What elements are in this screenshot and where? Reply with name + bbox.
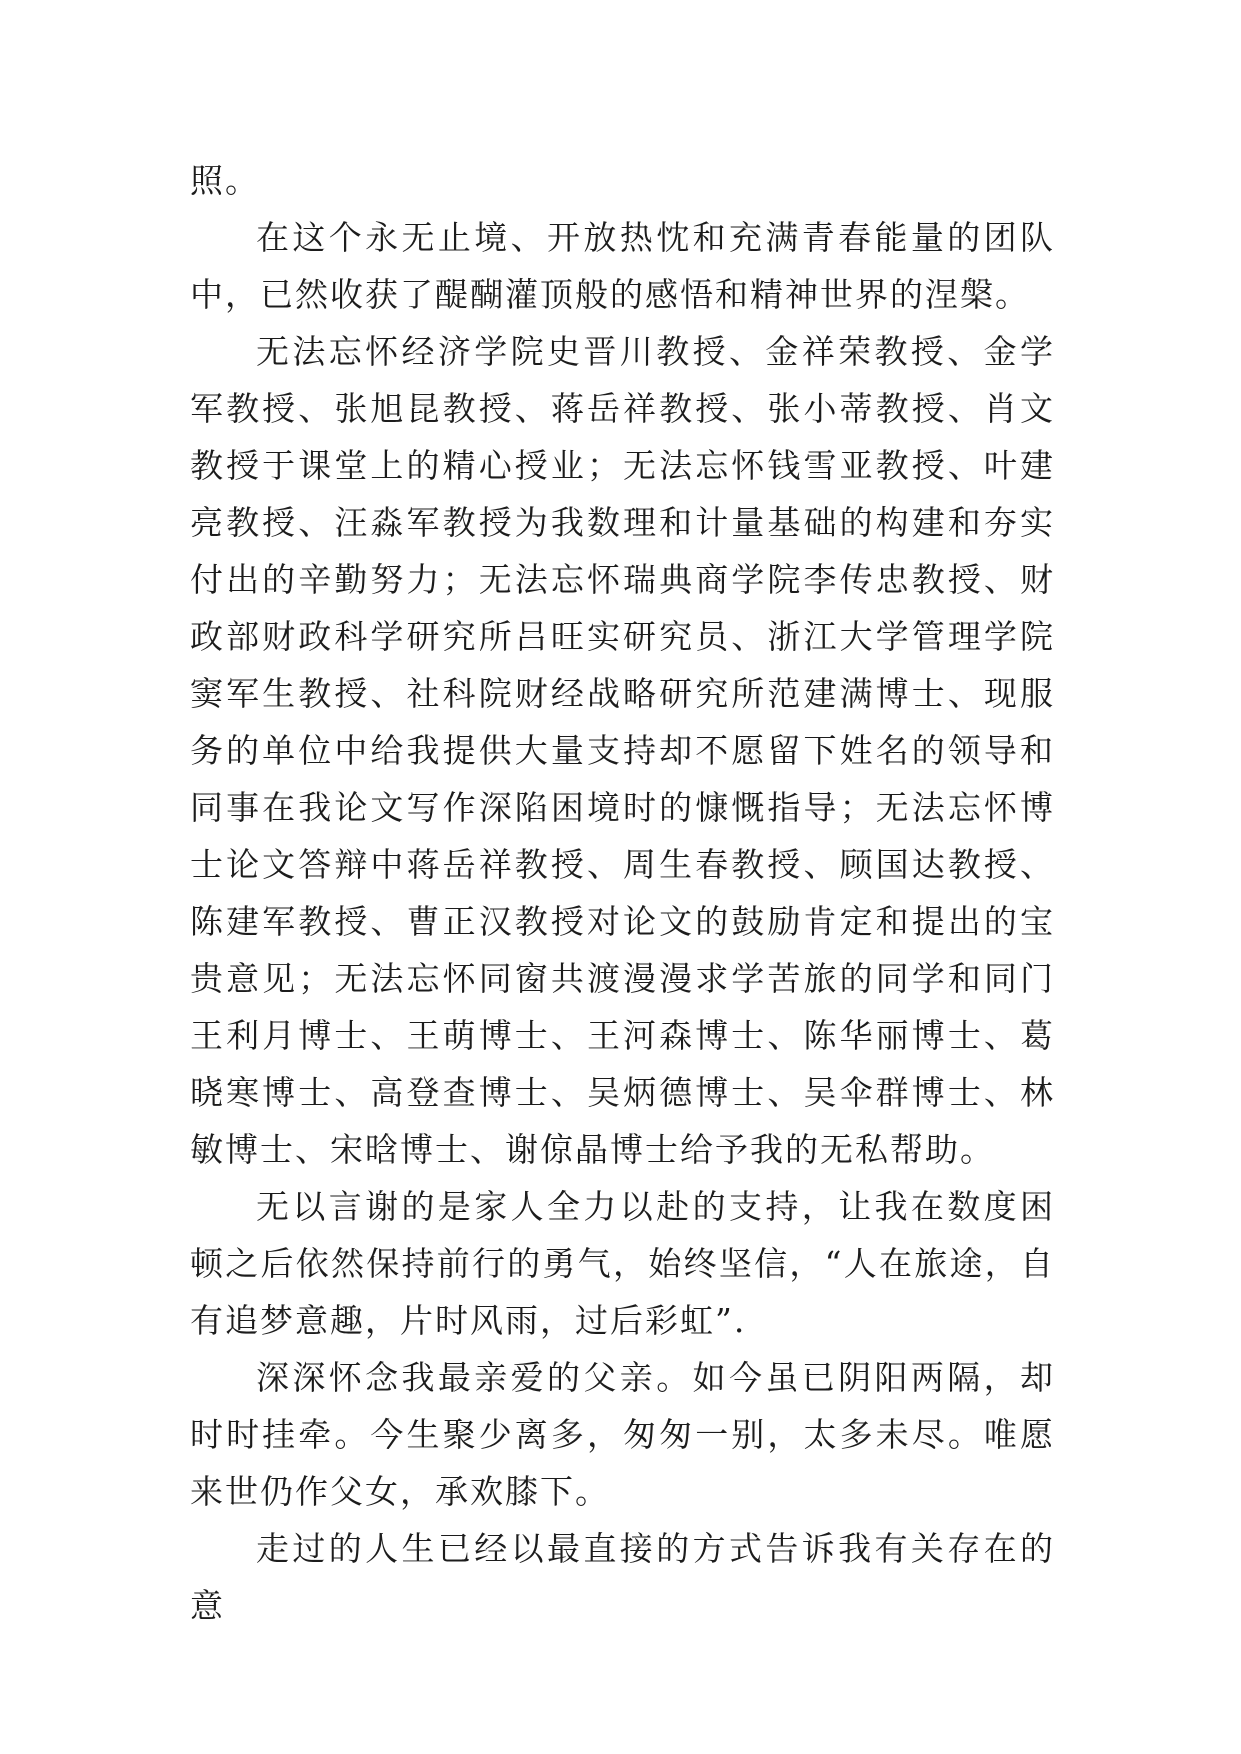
- paragraph-acknowledgements: 无法忘怀经济学院史晋川教授、金祥荣教授、金学军教授、张旭昆教授、蒋岳祥教授、张小蒂教授、肖文教授于课堂上的精心授业；无法忘怀钱雪亚教授、叶建亮教授、汪淼军教授为我数理和计量基础的构建和夯实付出的辛勤努力；无法忘怀瑞典商学院李传忠教授、财政部财政科学研究所吕旺实研究员、浙江大学管理学院窦军生教授、社科院财经战略研究所范建满博士、现服务的单位中给我提供大量支持却不愿留下姓名的领导和同事在我论文写作深陷困境时的慷慨指导；无法忘怀博士论文答辩中蒋岳祥教授、周生春教授、顾国达教授、陈建军教授、曹正汉教授对论文的鼓励肯定和提出的宝贵意见；无法忘怀同窗共渡漫漫求学苦旅的同学和同门王利月博士、王萌博士、王河森博士、陈华丽博士、葛晓寒博士、高登查博士、吴炳德博士、吴伞群博士、林敏博士、宋晗博士、谢倞晶博士给予我的无私帮助。: [190, 332, 1055, 1169]
- paragraph-family: 无以言谢的是家人全力以赴的支持，让我在数度困顿之后依然保持前行的勇气，始终坚信，“人在旅途，自有追梦意趣，片时风雨，过后彩虹”.: [190, 1187, 1055, 1340]
- paragraph-life: 走过的人生已经以最直接的方式告诉我有关存在的意: [190, 1529, 1055, 1625]
- paragraph-team: 在这个永无止境、开放热忱和充满青春能量的团队中，已然收获了醍醐灌顶般的感悟和精神世界的涅槃。: [190, 218, 1055, 314]
- document-body: [190, 152, 1055, 1634]
- paragraph-continuation: 照。: [190, 161, 260, 200]
- paragraph-father: 深深怀念我最亲爱的父亲。如今虽已阴阳两隔，却时时挂牵。今生聚少离多，匆匆一别，太多未尽。唯愿来世仍作父女，承欢膝下。: [190, 1358, 1055, 1511]
